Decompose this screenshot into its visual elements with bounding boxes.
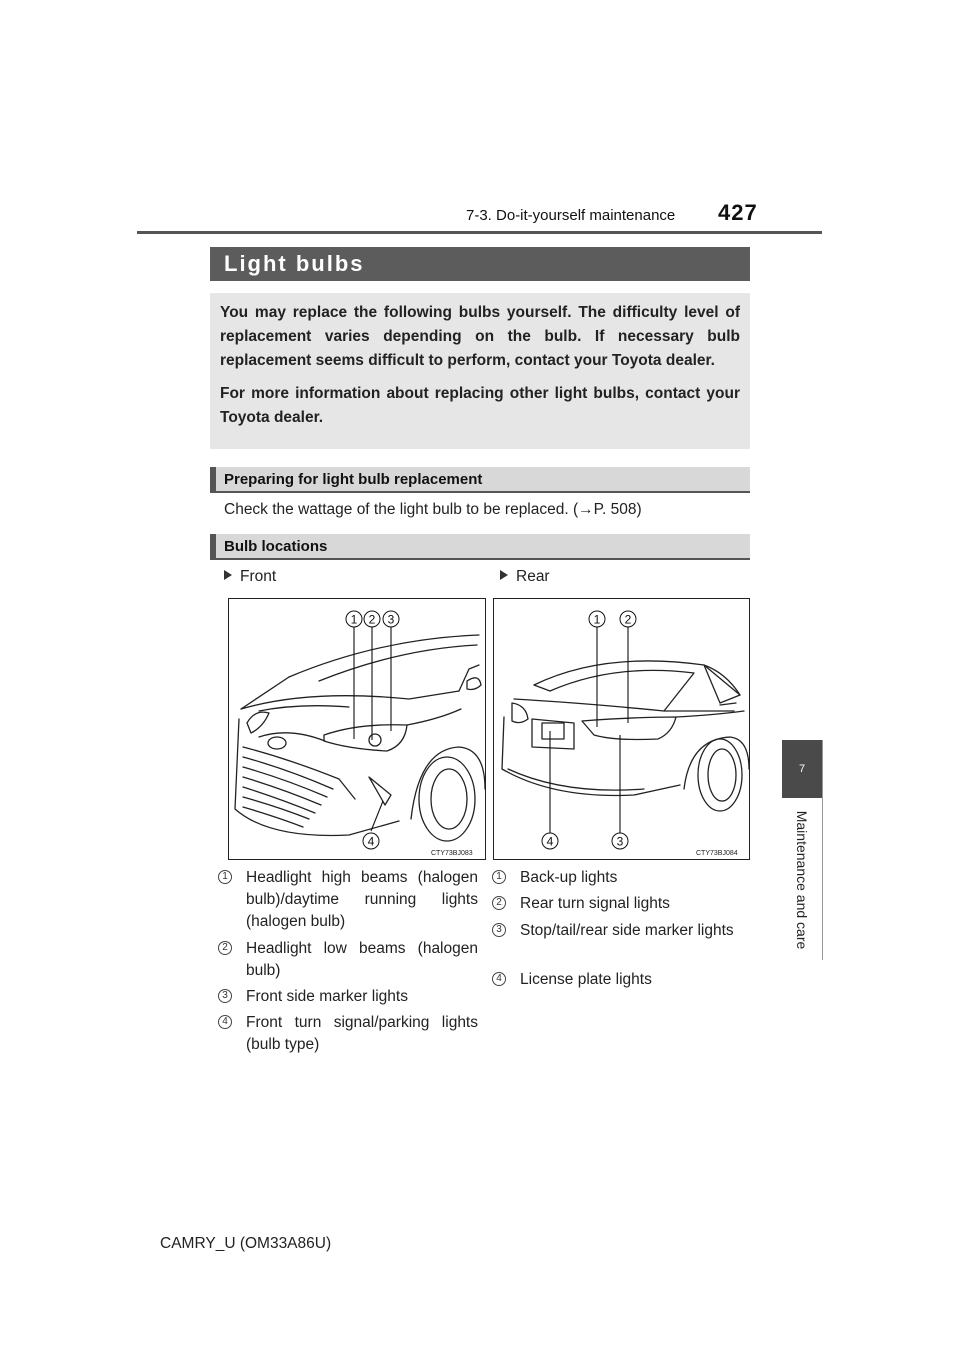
rear-callout-3: 3 [616,834,624,849]
front-callout-2: 2 [368,612,376,627]
chapter-tab-rule [822,740,823,960]
header-divider [137,231,822,234]
item-number-badge: 2 [218,941,232,955]
item-text: Front side marker lights [246,988,408,1005]
footer-model-code: CAMRY_U (OM33A86U) [160,1235,332,1252]
intro-paragraph: For more information about replacing other light bulbs, contact your Toyota dealer. [220,385,740,426]
intro-paragraph: You may replace the following bulbs yourself. The difficulty level of replacement varies depending on the bulb. If necessary bulb replacement seems difficult to perform, contact your Toyota dealer. [220,304,740,369]
item-text: Headlight low beams (halogen bulb) [246,940,478,979]
item-number-badge: 4 [492,972,506,986]
item-text: Front turn signal/parking lights (bulb type) [246,1014,478,1053]
triangle-bullet-icon [500,570,508,580]
section-heading-preparing: Preparing for light bulb replacement [210,467,750,493]
chapter-tab [782,800,822,960]
front-callout-4: 4 [367,834,375,849]
item-number-badge: 1 [492,870,506,884]
rear-callout-1: 1 [593,612,601,627]
rear-callout-2: 2 [624,612,632,627]
page-title-bar [210,247,750,281]
front-figure-code: CTY73BJ083 [431,850,473,857]
rear-figure-code: CTY73BJ084 [696,850,738,857]
intro-box [210,293,750,449]
item-number-badge: 4 [218,1015,232,1029]
front-car-illustration [229,599,485,859]
rear-view-label: Rear [500,568,550,586]
front-callout-1: 1 [350,612,358,627]
item-text: Headlight high beams (halogen bulb)/daytime running lights (halogen bulb) [246,869,478,930]
preparing-text: Check the wattage of the light bulb to be replaced. (→P. 508) [224,501,642,518]
item-text: Rear turn signal lights [520,895,670,912]
running-header-section: 7-3. Do-it-yourself maintenance [466,207,676,224]
rear-car-illustration [494,599,749,859]
chapter-tab-number: 7 [782,740,822,798]
page-number: 427 [718,200,758,225]
page-title: Light bulbs [224,251,365,276]
rear-bulb-figure [493,598,750,860]
item-text: License plate lights [520,971,652,988]
section-heading-bulb-locations: Bulb locations [210,534,750,560]
item-number-badge: 3 [492,923,506,937]
rear-callout-4: 4 [546,834,554,849]
front-callout-3: 3 [387,612,395,627]
item-number-badge: 3 [218,989,232,1003]
item-text: Stop/tail/rear side marker lights [520,922,734,939]
triangle-bullet-icon [224,570,232,580]
front-view-label: Front [224,568,276,586]
chapter-tab-title: Maintenance and care [794,810,810,950]
item-number-badge: 2 [492,896,506,910]
item-number-badge: 1 [218,870,232,884]
item-text: Back-up lights [520,869,618,886]
front-bulb-figure [228,598,486,860]
